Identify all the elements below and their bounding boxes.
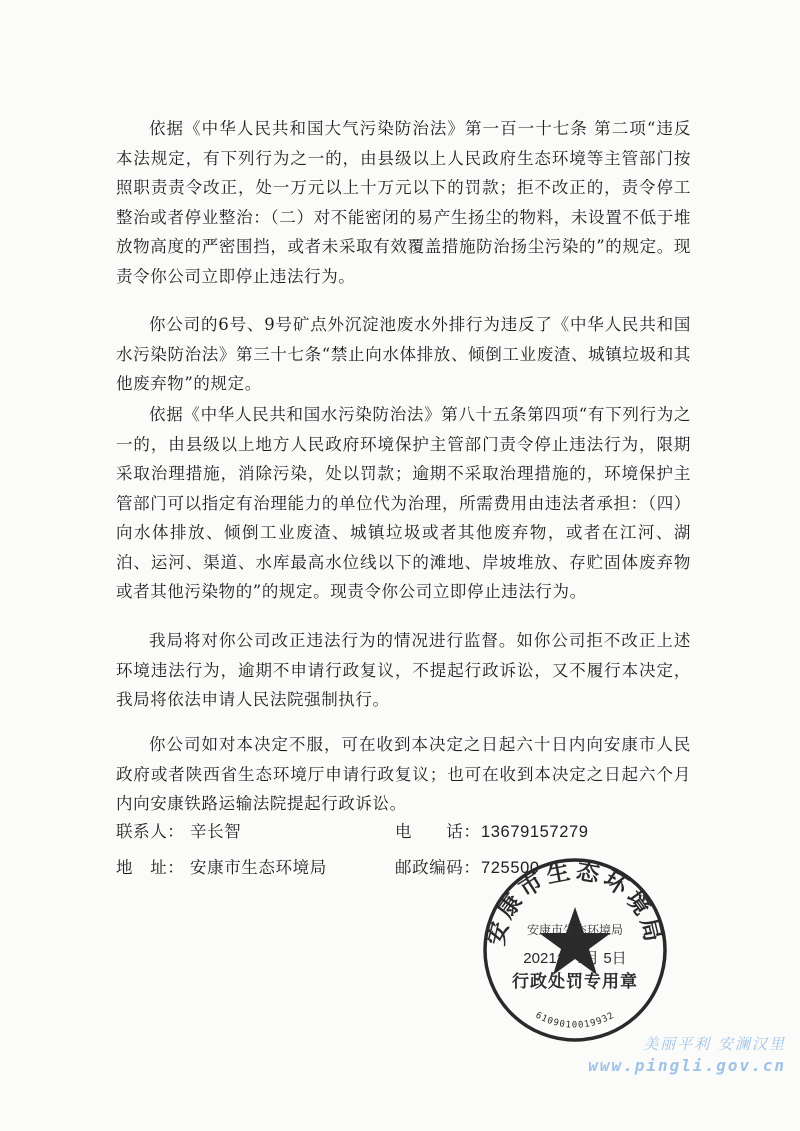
- seal-purpose: 行政处罚专用章: [512, 972, 638, 992]
- paragraph-water-pollution-law: 依据《中华人民共和国水污染防治法》第八十五条第四项“有下列行为之一的，由县级以上地方人民政府环境保护主管部门责令停止违法行为，限期采取治理措施，消除污染，处以罚款；逾期不采取治理措施的，环境保护主管部门可以指定有治理能力的单位代为治理，所需费用由违法者承担：（四）向水体排放、倾倒工业废渣、城镇垃圾或者其他废弃物，或者在江河、湖泊、运河、渠道、水库最高水位线以下的滩地、岸坡堆放、存贮固体废弃物或者其他污染物的”的规定。现责令你公司立即停止违法行为。: [116, 405, 691, 601]
- seal-inner-line: 安康市生态环境局: [526, 923, 624, 937]
- contact-phone: [395, 821, 589, 843]
- seal-date: 2021年 7月 5日: [523, 950, 627, 967]
- contact-postcode-value: 725500: [481, 859, 540, 877]
- contact-address: [116, 857, 327, 879]
- contact-person-label: 联系人：: [116, 822, 185, 841]
- paragraph-air-pollution-law: 依据《中华人民共和国大气污染防治法》第一百一十七条 第二项“违反本法规定，有下列行为之一的，由县级以上人民政府生态环境等主管部门按照职责责令改正，处一万元以上十万元以下的罚款；拒不改正的，责令停工整治或者停业整治：（二）对不能密闭的易产生扬尘的物料，未设置不低于堆放物高度的严密围挡，或者未采取有效覆盖措施防治扬尘污染的”的规定。现责令你公司立即停止违法行为。: [116, 119, 691, 286]
- watermark-slogan: 美丽平利 安澜汉里: [643, 1035, 786, 1053]
- contact-address-label: 地 址：: [116, 858, 185, 877]
- paragraph-violation-finding: 你公司的6号、9号矿点外沉淀池废水外排行为违反了《中华人民共和国水污染防治法》第三十七条“禁止向水体排放、倾倒工业废渣、城镇垃圾和其他废弃物”的规定。: [116, 315, 691, 393]
- contact-postcode-label: 邮政编码：: [395, 858, 481, 877]
- contact-phone-value: 13679157279: [481, 823, 589, 841]
- paragraph-supervision-notice: 我局将对你公司改正违法行为的情况进行监督。如你公司拒不改正上述环境违法行为，逾期不申请行政复议，不提起行政诉讼，又不履行本决定，我局将依法申请人民法院强制执行。: [116, 631, 691, 709]
- contact-person-value: 辛长智: [190, 822, 242, 841]
- contact-address-value: 安康市生态环境局: [190, 858, 327, 877]
- contact-person: [116, 821, 241, 843]
- paragraph-appeal-rights: 你公司如对本决定不服，可在收到本决定之日起六十日内向安康市人民政府或者陕西省生态环境厅申请行政复议；也可在收到本决定之日起六个月内向安康铁路运输法院提起行政诉讼。: [116, 735, 691, 813]
- seal-org-arc: 安康市生态环境局: [482, 857, 668, 948]
- site-watermark: [588, 1033, 786, 1075]
- official-seal: [480, 855, 670, 1045]
- contact-phone-label: 电 话：: [395, 822, 481, 841]
- seal-code: 6109010019932: [533, 1010, 617, 1031]
- watermark-url: www.pingli.gov.cn: [588, 1056, 786, 1075]
